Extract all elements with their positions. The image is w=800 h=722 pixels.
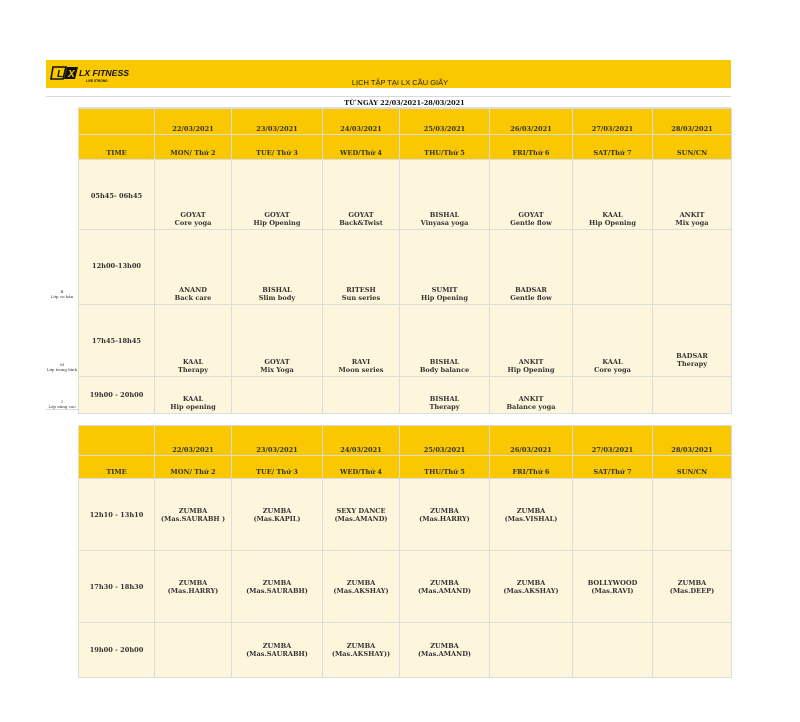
class-cell: KAAL Therapy [155, 305, 232, 377]
day-cell: TUE/ Thứ 3 [232, 135, 323, 160]
class-cell: KAAL Core yoga [573, 305, 653, 377]
class-cell [573, 479, 653, 551]
day-cell: SUN/CN [653, 135, 732, 160]
day-cell: SUN/CN [653, 456, 732, 479]
time-cell: 19h00 - 20h00 [79, 377, 155, 414]
class-cell [653, 623, 732, 678]
level-basic: B Lớp cơ bản [50, 289, 74, 299]
day-cell: MON/ Thứ 2 [155, 456, 232, 479]
class-cell: BISHAL Vinyasa yoga [400, 160, 490, 230]
date-row [79, 109, 732, 135]
date-cell: 25/03/2021 [400, 426, 490, 456]
class-cell [573, 230, 653, 305]
date-cell: 22/03/2021 [155, 426, 232, 456]
class-cell: ZUMBA (Mas.AMAND) [400, 551, 490, 623]
day-cell: WED/Thứ 4 [323, 456, 400, 479]
day-cell: SAT/Thứ 7 [573, 135, 653, 160]
date-range: TỪ NGÀY 22/03/2021-28/03/2021 [344, 99, 465, 107]
class-cell: KAAL Hip opening [155, 377, 232, 414]
svg-text:L: L [57, 69, 64, 80]
class-cell: ZUMBA (Mas.SAURABH) [232, 623, 323, 678]
class-cell: ZUMBA (Mas.HARRY) [155, 551, 232, 623]
class-cell: ZUMBA (Mas.KAPIL) [232, 479, 323, 551]
day-cell: WED/Thứ 4 [323, 135, 400, 160]
class-cell: SEXY DANCE (Mas.AMAND) [323, 479, 400, 551]
time-cell: 17h45-18h45 [79, 305, 155, 377]
time-cell: 12h10 - 13h10 [79, 479, 155, 551]
class-cell: ANKIT Hip Opening [490, 305, 573, 377]
day-row [79, 135, 732, 160]
class-cell: KAAL Hip Opening [573, 160, 653, 230]
class-cell [155, 623, 232, 678]
date-cell: 26/03/2021 [490, 426, 573, 456]
class-cell [323, 377, 400, 414]
time-cell: 05h45- 06h45 [79, 160, 155, 230]
time-cell: 17h30 - 18h30 [79, 551, 155, 623]
divider [46, 96, 731, 97]
class-cell [232, 377, 323, 414]
date-cell: 24/03/2021 [323, 109, 400, 135]
class-cell [573, 623, 653, 678]
date-cell: 23/03/2021 [232, 426, 323, 456]
class-cell: BISHAL Therapy [400, 377, 490, 414]
table-row [79, 551, 732, 623]
level-intermediate: M Lớp trung bình [46, 362, 78, 372]
svg-text:X: X [68, 69, 75, 80]
class-cell: GOYAT Hip Opening [232, 160, 323, 230]
time-header: TIME [79, 456, 155, 479]
day-cell: FRI/Thứ 6 [490, 135, 573, 160]
class-cell: BOLLYWOOD (Mas.RAVI) [573, 551, 653, 623]
time-cell: 12h00-13h00 [79, 230, 155, 305]
class-cell: ZUMBA (Mas.SAURABH ) [155, 479, 232, 551]
class-cell [653, 230, 732, 305]
class-cell: BADSAR Gentle flow [490, 230, 573, 305]
class-cell: BADSAR Therapy [653, 305, 732, 377]
table-row [79, 623, 732, 678]
page-title: LỊCH TẬP TẠI LX CẦU GIẤY [351, 78, 449, 87]
date-cell: 24/03/2021 [323, 426, 400, 456]
class-cell: GOYAT Gentle flow [490, 160, 573, 230]
class-cell: ZUMBA (Mas.AMAND) [400, 623, 490, 678]
class-cell: SUMIT Hip Opening [400, 230, 490, 305]
day-cell: THU/Thứ 5 [400, 135, 490, 160]
date-cell: 26/03/2021 [490, 109, 573, 135]
class-cell: ZUMBA (Mas.VISHAL) [490, 479, 573, 551]
date-cell: 23/03/2021 [232, 109, 323, 135]
day-cell: FRI/Thứ 6 [490, 456, 573, 479]
class-cell: ANKIT Mix yoga [653, 160, 732, 230]
time-cell: 19h00 - 20h00 [79, 623, 155, 678]
class-cell: ZUMBA (Mas.DEEP) [653, 551, 732, 623]
day-cell: TUE/ Thứ 3 [232, 456, 323, 479]
table-row [79, 377, 732, 414]
class-cell [573, 377, 653, 414]
day-row [79, 456, 732, 479]
class-cell [653, 479, 732, 551]
class-cell: ANAND Back care [155, 230, 232, 305]
class-cell: ZUMBA (Mas.AKSHAY) [490, 551, 573, 623]
class-cell: BISHAL Body balance [400, 305, 490, 377]
class-cell: RAVI Moon series [323, 305, 400, 377]
time-header: TIME [79, 135, 155, 160]
yoga-schedule-table [78, 108, 732, 414]
class-cell [653, 377, 732, 414]
dance-schedule-table [78, 425, 732, 678]
brand-name: LX FITNESS [79, 69, 130, 78]
class-cell: ANKIT Balance yoga [490, 377, 573, 414]
brand-tagline: LIVE STRONG [86, 79, 108, 83]
class-cell: RITESH Sun series [323, 230, 400, 305]
table-row [79, 479, 732, 551]
day-cell: MON/ Thứ 2 [155, 135, 232, 160]
table-row [79, 230, 732, 305]
date-cell: 25/03/2021 [400, 109, 490, 135]
date-row [79, 426, 732, 456]
day-cell: SAT/Thứ 7 [573, 456, 653, 479]
class-cell: ZUMBA (Mas.AKSHAY)) [323, 623, 400, 678]
class-cell: GOYAT Core yoga [155, 160, 232, 230]
class-cell [490, 623, 573, 678]
date-cell: 22/03/2021 [155, 109, 232, 135]
class-cell: ZUMBA (Mas.SAURABH) [232, 551, 323, 623]
class-cell: BISHAL Slim body [232, 230, 323, 305]
level-advanced: I Lớp nâng cao [48, 399, 76, 409]
table-row [79, 160, 732, 230]
date-cell: 27/03/2021 [573, 426, 653, 456]
date-cell: 28/03/2021 [653, 426, 732, 456]
class-cell: GOYAT Mix Yoga [232, 305, 323, 377]
day-cell: THU/Thứ 5 [400, 456, 490, 479]
table-row [79, 305, 732, 377]
class-cell: ZUMBA (Mas.AKSHAY) [323, 551, 400, 623]
date-cell: 27/03/2021 [573, 109, 653, 135]
date-cell: 28/03/2021 [653, 109, 732, 135]
class-cell: GOYAT Back&Twist [323, 160, 400, 230]
class-cell: ZUMBA (Mas.HARRY) [400, 479, 490, 551]
